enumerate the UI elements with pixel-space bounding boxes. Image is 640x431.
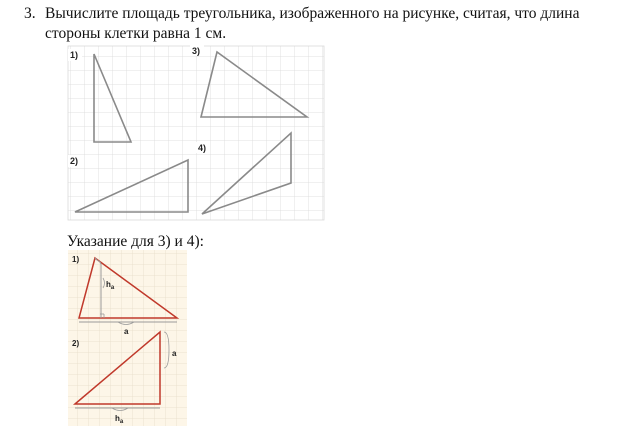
hint-figure (68, 250, 187, 426)
label-4: 4) (198, 143, 207, 153)
label-1: 1) (70, 50, 79, 60)
label-2: 2) (70, 156, 79, 166)
task-number: 3. (24, 5, 36, 22)
hint-a-label-1: a (124, 327, 129, 336)
hint-a-label-2: a (172, 349, 177, 358)
label-3: 3) (192, 46, 201, 56)
hint-h-label-2: $h_a$ (115, 414, 124, 425)
hint-label-1: 1) (72, 255, 80, 264)
task-text: Вычислите площадь треугольника, изображенного на рисунке, считая, что длина стороны клетки равна 1 см. (45, 5, 580, 42)
hint-h-label: $h_a$ (106, 280, 115, 291)
hint-text: Указание для 3) и 4): (67, 233, 204, 250)
task-grid (68, 46, 324, 220)
hint-label-2: 2) (72, 339, 80, 348)
